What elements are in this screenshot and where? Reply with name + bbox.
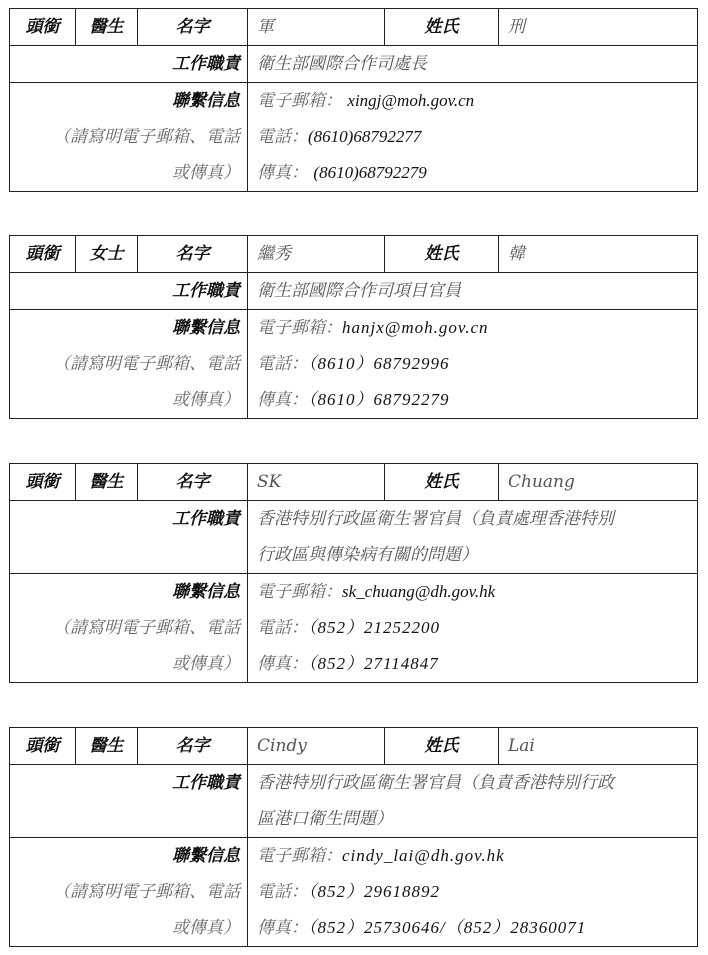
phone-value: （8610）68792996 xyxy=(308,354,450,373)
phone-prefix: 電話： xyxy=(257,127,308,147)
job-value-line-2: 區港口衛生問題） xyxy=(257,809,393,829)
job-label: 工作職責 xyxy=(172,54,240,74)
title-label: 頭銜 xyxy=(10,9,76,46)
contact-note-2: 或傳真） xyxy=(172,918,240,938)
phone-value: （852）29618892 xyxy=(308,882,440,901)
contact-label: 聯繫信息 xyxy=(172,91,240,111)
contact-note-1: （請寫明電子郵箱、電話 xyxy=(53,882,240,902)
phone-prefix: 電話： xyxy=(257,354,308,374)
contact-label: 聯繫信息 xyxy=(172,846,240,866)
contact-note-2: 或傳真） xyxy=(172,390,240,410)
contact-label: 聯繫信息 xyxy=(172,582,240,602)
surname-label: 姓氏 xyxy=(385,464,499,501)
contact-card-2 xyxy=(9,235,698,419)
title-label: 頭銜 xyxy=(10,236,76,273)
email-prefix: 電子郵箱： xyxy=(257,582,342,602)
job-value-line-2: 行政區與傳染病有關的問題） xyxy=(257,545,478,565)
fax-value: （852）27114847 xyxy=(308,654,439,673)
email-prefix: 電子郵箱： xyxy=(257,91,342,111)
surname-label: 姓氏 xyxy=(385,728,499,765)
fax-value: （852）25730646/（852）28360071 xyxy=(308,918,587,937)
fax-value: （8610）68792279 xyxy=(308,390,450,409)
given-name-label: 名字 xyxy=(138,464,248,501)
contact-note-1: （請寫明電子郵箱、電話 xyxy=(53,618,240,638)
job-label: 工作職責 xyxy=(172,281,240,301)
surname-value: 刑 xyxy=(499,9,698,46)
phone-prefix: 電話： xyxy=(257,618,308,638)
job-value: 衛生部國際合作司處長 xyxy=(248,46,698,83)
email-value: sk_chuang@dh.gov.hk xyxy=(342,582,496,601)
given-name-value: SK xyxy=(248,464,385,501)
title-label: 頭銜 xyxy=(10,728,76,765)
surname-label: 姓氏 xyxy=(385,9,499,46)
contact-label: 聯繫信息 xyxy=(172,318,240,338)
given-name-label: 名字 xyxy=(138,236,248,273)
email-prefix: 電子郵箱： xyxy=(257,846,342,866)
phone-prefix: 電話： xyxy=(257,882,308,902)
surname-label: 姓氏 xyxy=(385,236,499,273)
email-value: xingj@moh.gov.cn xyxy=(347,91,475,110)
fax-prefix: 傳真： xyxy=(257,654,308,674)
given-name-label: 名字 xyxy=(138,728,248,765)
title-value: 醫生 xyxy=(76,464,138,501)
job-value-line-1: 香港特別行政區衛生署官員（負責處理香港特別 xyxy=(257,509,614,529)
phone-value: (8610)68792277 xyxy=(308,127,422,146)
fax-prefix: 傳真： xyxy=(257,390,308,410)
contact-card-3 xyxy=(9,463,698,683)
given-name-label: 名字 xyxy=(138,9,248,46)
job-value: 衛生部國際合作司項目官員 xyxy=(248,273,698,310)
contact-note-1: （請寫明電子郵箱、電話 xyxy=(53,354,240,374)
title-value: 女士 xyxy=(76,236,138,273)
surname-value: Lai xyxy=(499,728,698,765)
title-value: 醫生 xyxy=(76,9,138,46)
surname-value: 韓 xyxy=(499,236,698,273)
phone-value: （852）21252200 xyxy=(308,618,440,637)
given-name-value: Cindy xyxy=(248,728,385,765)
email-prefix: 電子郵箱： xyxy=(257,318,342,338)
email-value: cindy_lai@dh.gov.hk xyxy=(342,846,505,865)
title-value: 醫生 xyxy=(76,728,138,765)
fax-prefix: 傳真： xyxy=(257,918,308,938)
title-label: 頭銜 xyxy=(10,464,76,501)
fax-prefix: 傳真： xyxy=(257,163,308,183)
contact-note-2: 或傳真） xyxy=(172,163,240,183)
given-name-value: 軍 xyxy=(248,9,385,46)
contact-card-4 xyxy=(9,727,698,947)
email-value: hanjx@moh.gov.cn xyxy=(342,318,489,337)
job-value-line-1: 香港特別行政區衛生署官員（負責香港特別行政 xyxy=(257,773,614,793)
contact-note-1: （請寫明電子郵箱、電話 xyxy=(53,127,240,147)
job-label: 工作職責 xyxy=(172,509,240,529)
contact-note-2: 或傳真） xyxy=(172,654,240,674)
fax-value: (8610)68792279 xyxy=(313,163,427,182)
job-label: 工作職責 xyxy=(172,773,240,793)
contact-card-1 xyxy=(9,8,698,192)
given-name-value: 繼秀 xyxy=(248,236,385,273)
surname-value: Chuang xyxy=(499,464,698,501)
